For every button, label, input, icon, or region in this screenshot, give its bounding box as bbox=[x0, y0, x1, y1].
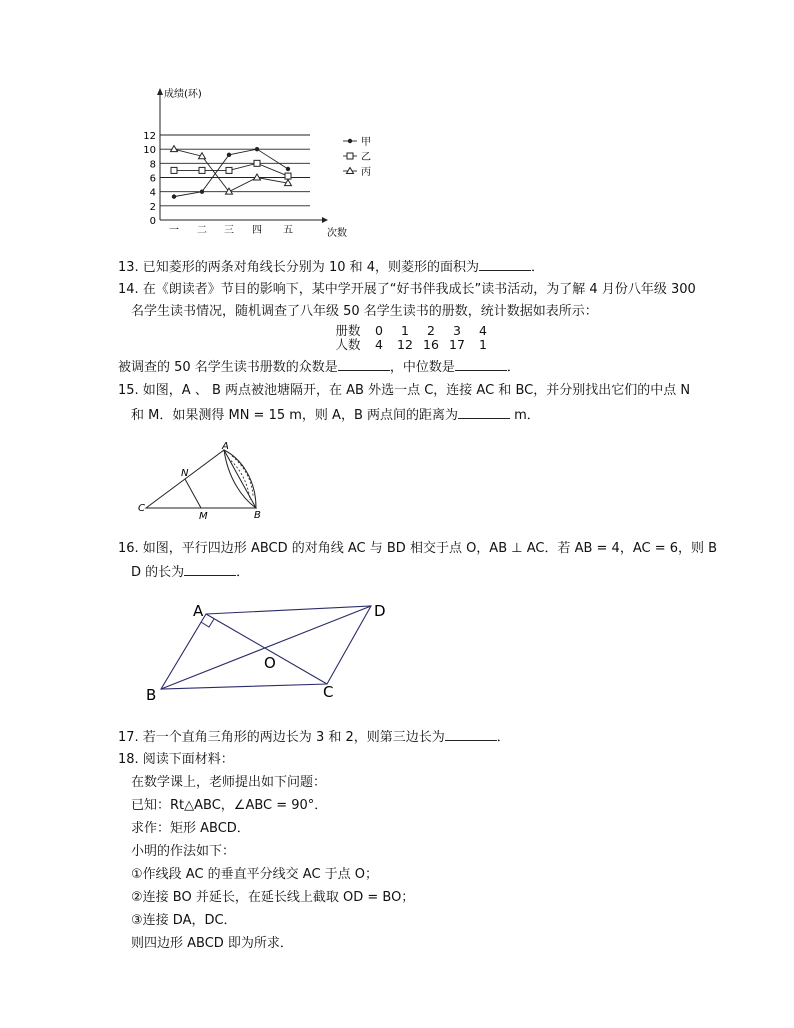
q18-line: 已知：Rt△ABC，∠ABC = 90°． bbox=[131, 798, 328, 813]
legend-marker bbox=[347, 153, 353, 159]
point-yi bbox=[254, 160, 260, 166]
q13-end: ． bbox=[531, 260, 545, 275]
y-axis-label: 成绩(环) bbox=[164, 89, 202, 100]
point-yi bbox=[226, 167, 232, 173]
q14-book-cell: 3 bbox=[453, 323, 461, 338]
y-axis-arrow bbox=[157, 88, 163, 95]
q14-median-blank[interactable] bbox=[455, 358, 507, 371]
q15-line2 bbox=[131, 406, 540, 425]
q15-label-b: B bbox=[254, 510, 261, 521]
point-jia bbox=[200, 189, 204, 193]
q14-people-cell: 16 bbox=[423, 337, 439, 352]
q18-line: 则四边形 ABCD 即为所求． bbox=[131, 936, 293, 951]
q13-answer-blank[interactable] bbox=[479, 258, 531, 271]
q15-answer-blank[interactable] bbox=[458, 406, 510, 419]
point-jia bbox=[172, 194, 176, 198]
q14-line3-c: ． bbox=[506, 360, 520, 375]
q14-people-cell: 1 bbox=[479, 337, 487, 352]
q16-parallelogram-figure bbox=[140, 596, 400, 706]
q14-people-cell: 4 bbox=[375, 337, 383, 352]
point-yi bbox=[199, 167, 205, 173]
q14-book-cell: 1 bbox=[401, 323, 409, 338]
q16-label-b: B bbox=[146, 686, 157, 704]
q16-line2-b: ． bbox=[236, 565, 250, 580]
q16-line1: 16. 如图，平行四边形 ABCD 的对角线 AC 与 BD 相交于点 O，AB ⊥ AC．若 AB = 4，AC = 6，则 B bbox=[118, 541, 718, 556]
q14-table-row-books bbox=[330, 324, 496, 338]
q15-line2-a: 和 M．如果测得 MN = 15 m，则 A，B 两点间的距离为 bbox=[131, 408, 458, 423]
x-axis-arrow bbox=[322, 217, 328, 223]
q18-line: ③连接 DA，DC． bbox=[131, 913, 237, 928]
x-axis-label: 次数 bbox=[327, 228, 347, 239]
y-tick-label: 6 bbox=[149, 173, 156, 185]
point-yi bbox=[285, 173, 291, 179]
q14-book-cell: 0 bbox=[375, 323, 383, 338]
q13-text: 13. 已知菱形的两条对角线长分别为 10 和 4，则菱形的面积为 bbox=[118, 260, 480, 275]
point-bing bbox=[171, 146, 178, 152]
q14-line3 bbox=[118, 358, 520, 377]
q18-line: ②连接 BO 并延长，在延长线上截取 OD = BO； bbox=[131, 890, 415, 905]
point-yi bbox=[171, 167, 177, 173]
q16-label-c: C bbox=[323, 683, 334, 701]
q18-line: 小明的作法如下： bbox=[131, 844, 236, 859]
question-13 bbox=[118, 258, 544, 277]
point-jia bbox=[255, 147, 259, 151]
point-bing bbox=[254, 174, 261, 180]
q14-line2: 名学生读书情况，随机调查了八年级 50 名学生读书的册数，统计数据如表所示： bbox=[131, 304, 598, 319]
q14-table-head2: 人数 bbox=[335, 337, 361, 352]
q16-answer-blank[interactable] bbox=[184, 563, 236, 576]
y-tick-label: 12 bbox=[143, 131, 156, 142]
q16-label-o: O bbox=[264, 654, 276, 672]
q14-book-cell: 2 bbox=[427, 323, 435, 338]
y-tick-label: 4 bbox=[149, 187, 156, 199]
q17-answer-blank[interactable] bbox=[445, 728, 497, 741]
y-tick-label: 8 bbox=[149, 159, 156, 171]
q15-label-m: M bbox=[199, 511, 208, 522]
q14-people-cell: 17 bbox=[449, 337, 465, 352]
legend-marker bbox=[348, 139, 352, 143]
q15-label-n: N bbox=[181, 468, 189, 479]
x-tick-label: 一 bbox=[169, 225, 179, 236]
q18-title: 18. 阅读下面材料： bbox=[118, 752, 234, 767]
q18-line: ①作线段 AC 的垂直平分线交 AC 于点 O； bbox=[131, 867, 379, 882]
x-tick-label: 四 bbox=[252, 225, 262, 236]
legend-label: 丙 bbox=[361, 167, 371, 178]
q18-line: 求作：矩形 ABCD． bbox=[131, 821, 250, 836]
point-jia bbox=[286, 167, 290, 171]
y-tick-label: 2 bbox=[149, 201, 156, 213]
y-tick-label: 0 bbox=[149, 216, 156, 227]
x-tick-label: 二 bbox=[197, 225, 207, 236]
q14-table-row-people bbox=[330, 338, 496, 352]
q15-pond-figure bbox=[138, 438, 268, 524]
legend-label: 甲 bbox=[361, 137, 371, 148]
q15-line2-b: m． bbox=[510, 408, 540, 423]
q14-people-cell: 12 bbox=[397, 337, 413, 352]
q16-label-a: A bbox=[193, 602, 204, 620]
legend-label: 乙 bbox=[361, 152, 371, 163]
q14-mode-blank[interactable] bbox=[338, 358, 390, 371]
q14-line1: 14. 在《朗读者》节目的影响下，某中学开展了“好书伴我成长”读书活动，为了解 4 月份八年级 300 bbox=[118, 282, 696, 297]
q14-line3-b: ，中位数是 bbox=[389, 360, 455, 375]
q14-line3-a: 被调查的 50 名学生读书册数的众数是 bbox=[118, 360, 338, 375]
x-tick-label: 五 bbox=[283, 225, 293, 236]
y-tick-label: 10 bbox=[143, 145, 156, 157]
legend-marker bbox=[347, 168, 354, 174]
q15-label-c: C bbox=[138, 503, 145, 514]
q17-end: ． bbox=[496, 730, 510, 745]
q14-table-head: 册数 bbox=[335, 323, 361, 338]
q17-text: 17. 若一个直角三角形的两边长为 3 和 2，则第三边长为 bbox=[118, 730, 445, 745]
q14-table bbox=[330, 324, 496, 352]
point-jia bbox=[227, 153, 231, 157]
x-tick-label: 三 bbox=[224, 225, 234, 236]
q16-label-d: D bbox=[374, 602, 386, 620]
q15-label-a: A bbox=[222, 441, 229, 452]
q16-line2-a: D 的长为 bbox=[131, 565, 185, 580]
q18-line: 在数学课上，老师提出如下问题： bbox=[131, 775, 327, 790]
q14-book-cell: 4 bbox=[479, 323, 487, 338]
question-17 bbox=[118, 728, 510, 747]
q15-line1: 15. 如图，A 、 B 两点被池塘隔开，在 AB 外选一点 C，连接 AC 和 BC，并分别找出它们的中点 N bbox=[118, 383, 691, 398]
score-line-chart bbox=[110, 80, 410, 245]
q16-line2 bbox=[131, 563, 249, 582]
